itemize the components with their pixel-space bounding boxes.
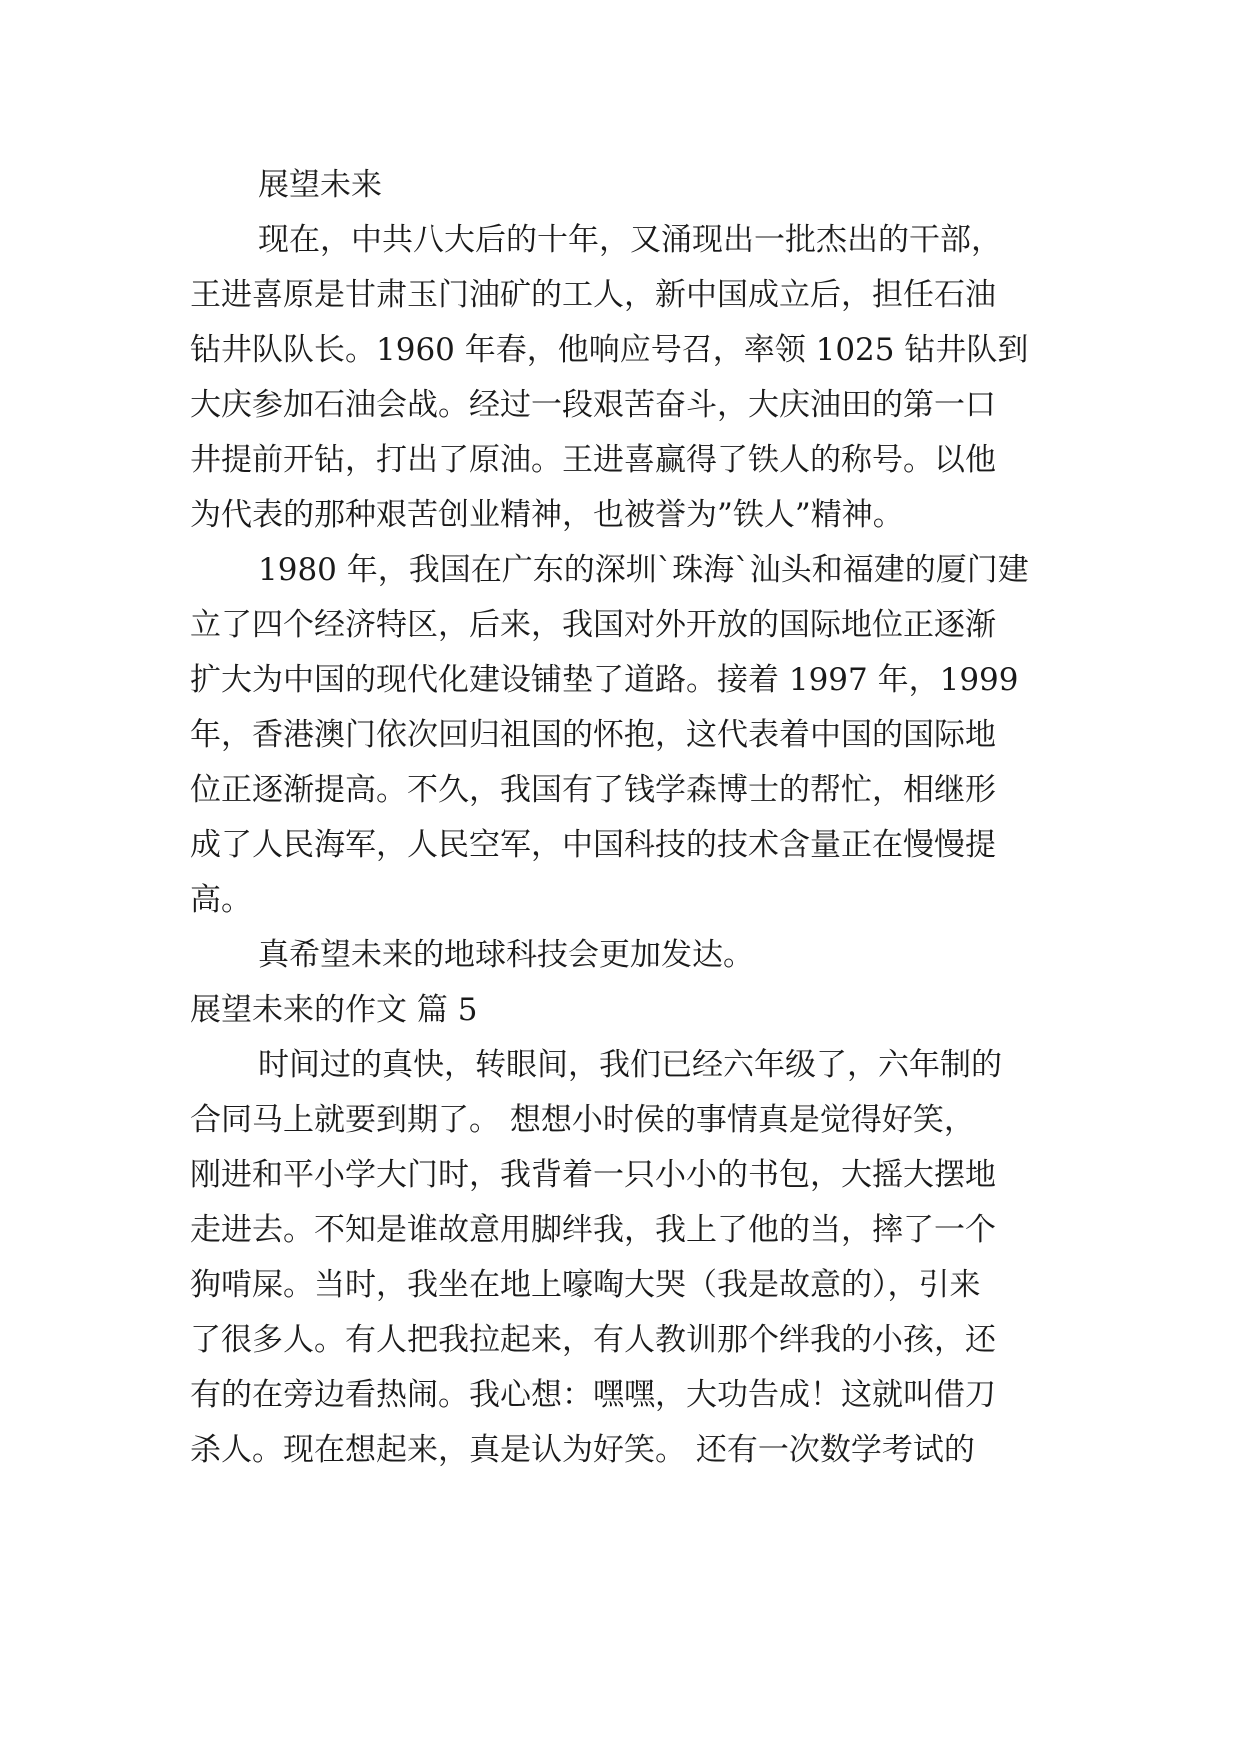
paragraph-line: 真希望未来的地球科技会更加发达。 — [258, 937, 754, 973]
paragraph-line: 走进去。不知是谁故意用脚绊我，我上了他的当，摔了一个 — [190, 1212, 996, 1248]
paragraph-line: 年，香港澳门依次回归祖国的怀抱，这代表着中国的国际地 — [190, 717, 996, 753]
paragraph-line: 狗啃屎。当时，我坐在地上嚎啕大哭（我是故意的），引来 — [190, 1267, 981, 1303]
paragraph-line: 刚进和平小学大门时，我背着一只小小的书包，大摇大摆地 — [190, 1157, 996, 1193]
essay-title: 展望未来的作文 篇 5 — [190, 992, 478, 1028]
paragraph-line: 高。 — [190, 882, 252, 918]
paragraph-line: 杀人。现在想起来，真是认为好笑。 还有一次数学考试的 — [190, 1432, 975, 1468]
paragraph-line: 位正逐渐提高。不久，我国有了钱学森博士的帮忙，相继形 — [190, 772, 996, 808]
paragraph-line: 立了四个经济特区，后来，我国对外开放的国际地位正逐渐 — [190, 607, 996, 643]
paragraph-line: 时间过的真快，转眼间，我们已经六年级了，六年制的 — [258, 1047, 1002, 1083]
paragraph-line: 1980 年，我国在广东的深圳`珠海`汕头和福建的厦门建 — [258, 552, 1029, 588]
paragraph-line: 钻井队队长。1960 年春，他响应号召，率领 1025 钻井队到 — [190, 332, 1029, 368]
paragraph-line: 井提前开钻，打出了原油。王进喜赢得了铁人的称号。以他 — [190, 442, 996, 478]
paragraph-line: 为代表的那种艰苦创业精神，也被誉为”铁人”精神。 — [190, 497, 904, 533]
section-heading: 展望未来 — [258, 167, 382, 203]
paragraph-line: 王进喜原是甘肃玉门油矿的工人，新中国成立后，担任石油 — [190, 277, 996, 313]
paragraph-line: 了很多人。有人把我拉起来，有人教训那个绊我的小孩，还 — [190, 1322, 996, 1358]
paragraph-line: 合同马上就要到期了。 想想小时侯的事情真是觉得好笑， — [190, 1102, 975, 1138]
paragraph-line: 有的在旁边看热闹。我心想：嘿嘿，大功告成！这就叫借刀 — [190, 1377, 996, 1413]
paragraph-line: 大庆参加石油会战。经过一段艰苦奋斗，大庆油田的第一口 — [190, 387, 996, 423]
paragraph-line: 扩大为中国的现代化建设铺垫了道路。接着 1997 年，1999 — [190, 662, 1019, 698]
paragraph-line: 现在，中共八大后的十年，又涌现出一批杰出的干部， — [258, 222, 1002, 258]
paragraph-line: 成了人民海军，人民空军，中国科技的技术含量正在慢慢提 — [190, 827, 996, 863]
